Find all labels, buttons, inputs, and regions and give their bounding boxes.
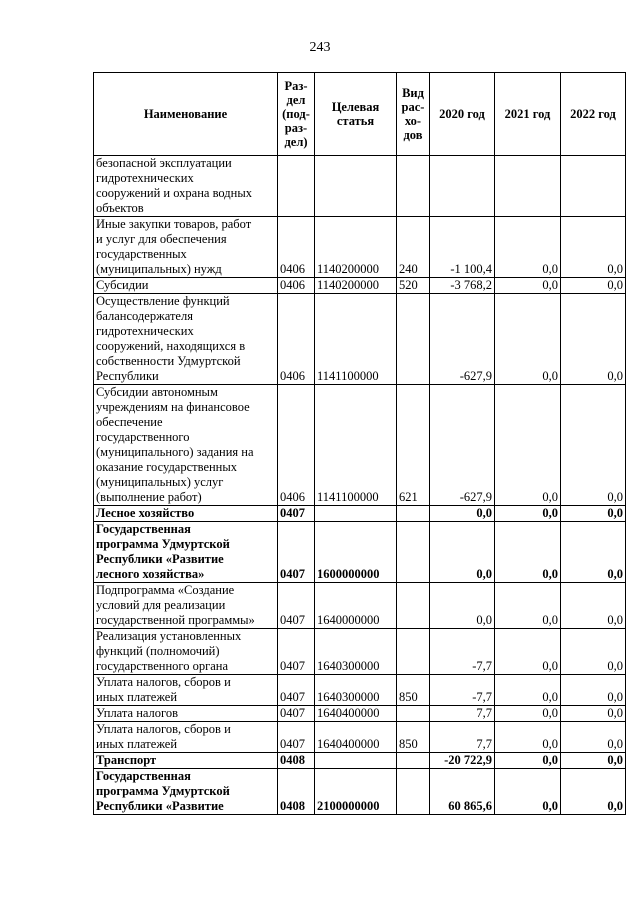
cell-expense-type: 850 [397, 675, 430, 706]
cell-expense-type: 240 [397, 217, 430, 278]
cell-target [315, 506, 397, 522]
page-number: 243 [309, 40, 331, 55]
header-name: Наименование [94, 73, 278, 156]
header-section: Раз- дел (под- раз- дел) [278, 73, 315, 156]
cell-2020: 0,0 [430, 522, 495, 583]
cell-2021: 0,0 [495, 385, 561, 506]
cell-2022: 0,0 [561, 753, 626, 769]
budget-table [93, 72, 626, 815]
cell-2022: 0,0 [561, 506, 626, 522]
table-row [94, 294, 626, 385]
cell-expense-type: 621 [397, 385, 430, 506]
cell-2022: 0,0 [561, 583, 626, 629]
table-row [94, 156, 626, 217]
cell-expense-type [397, 522, 430, 583]
cell-expense-type [397, 156, 430, 217]
cell-name: Иные закупки товаров, работ и услуг для обеспечения государственных (муниципальных) нужд [94, 217, 278, 278]
cell-section: 0408 [278, 753, 315, 769]
cell-2021: 0,0 [495, 629, 561, 675]
cell-2021: 0,0 [495, 583, 561, 629]
cell-2021: 0,0 [495, 706, 561, 722]
table-row [94, 706, 626, 722]
cell-2022: 0,0 [561, 706, 626, 722]
cell-expense-type [397, 294, 430, 385]
cell-name: Подпрограмма «Создание условий для реализации государственной программы» [94, 583, 278, 629]
cell-2020: -7,7 [430, 675, 495, 706]
cell-2021: 0,0 [495, 217, 561, 278]
header-expense-type: Вид рас- хо- дов [397, 73, 430, 156]
cell-expense-type [397, 506, 430, 522]
table-row [94, 629, 626, 675]
cell-section: 0406 [278, 385, 315, 506]
cell-2022: 0,0 [561, 675, 626, 706]
cell-2020: -1 100,4 [430, 217, 495, 278]
cell-target: 1640400000 [315, 722, 397, 753]
cell-target: 2100000000 [315, 769, 397, 815]
table-row [94, 522, 626, 583]
cell-2021: 0,0 [495, 769, 561, 815]
cell-name: Государственная программа Удмуртской Республики «Развитие [94, 769, 278, 815]
cell-target: 1141100000 [315, 385, 397, 506]
cell-2022: 0,0 [561, 217, 626, 278]
cell-expense-type [397, 629, 430, 675]
cell-section: 0407 [278, 629, 315, 675]
cell-2022: 0,0 [561, 722, 626, 753]
cell-name: Реализация установленных функций (полномочий) государственного органа [94, 629, 278, 675]
cell-2020: 0,0 [430, 583, 495, 629]
cell-expense-type: 520 [397, 278, 430, 294]
table-row [94, 217, 626, 278]
cell-expense-type: 850 [397, 722, 430, 753]
cell-section: 0406 [278, 294, 315, 385]
cell-name: Осуществление функций балансодержателя гидротехнических сооружений, находящихся в собственности Удмуртской Республики [94, 294, 278, 385]
cell-section: 0407 [278, 722, 315, 753]
cell-2022: 0,0 [561, 629, 626, 675]
cell-2022: 0,0 [561, 278, 626, 294]
table-row [94, 583, 626, 629]
cell-name: Субсидии [94, 278, 278, 294]
cell-2022: 0,0 [561, 769, 626, 815]
cell-target: 1640300000 [315, 675, 397, 706]
cell-section: 0407 [278, 675, 315, 706]
cell-section: 0407 [278, 583, 315, 629]
table-row [94, 753, 626, 769]
cell-2021: 0,0 [495, 278, 561, 294]
cell-2020: 60 865,6 [430, 769, 495, 815]
cell-expense-type [397, 706, 430, 722]
cell-name: Транспорт [94, 753, 278, 769]
cell-2020: -627,9 [430, 385, 495, 506]
header-2022: 2022 год [561, 73, 626, 156]
cell-section: 0408 [278, 769, 315, 815]
cell-target: 1140200000 [315, 278, 397, 294]
cell-name: безопасной эксплуатации гидротехнических сооружений и охрана водных объектов [94, 156, 278, 217]
cell-2021: 0,0 [495, 675, 561, 706]
cell-2020 [430, 156, 495, 217]
table-row [94, 722, 626, 753]
cell-2021: 0,0 [495, 506, 561, 522]
header-2021: 2021 год [495, 73, 561, 156]
cell-expense-type [397, 583, 430, 629]
cell-2020: 0,0 [430, 506, 495, 522]
cell-target [315, 753, 397, 769]
table-row [94, 278, 626, 294]
table-row [94, 675, 626, 706]
cell-2020: -7,7 [430, 629, 495, 675]
cell-2022 [561, 156, 626, 217]
cell-name: Государственная программа Удмуртской Республики «Развитие лесного хозяйства» [94, 522, 278, 583]
cell-name: Лесное хозяйство [94, 506, 278, 522]
table-row [94, 506, 626, 522]
cell-section: 0407 [278, 506, 315, 522]
cell-2022: 0,0 [561, 522, 626, 583]
cell-section: 0406 [278, 278, 315, 294]
cell-2020: 7,7 [430, 722, 495, 753]
table-row [94, 769, 626, 815]
cell-section: 0407 [278, 522, 315, 583]
cell-target: 1600000000 [315, 522, 397, 583]
cell-target: 1640300000 [315, 629, 397, 675]
cell-section: 0407 [278, 706, 315, 722]
cell-2021: 0,0 [495, 722, 561, 753]
cell-section: 0406 [278, 217, 315, 278]
cell-target [315, 156, 397, 217]
cell-section [278, 156, 315, 217]
cell-expense-type [397, 769, 430, 815]
cell-target: 1141100000 [315, 294, 397, 385]
cell-target: 1640000000 [315, 583, 397, 629]
cell-expense-type [397, 753, 430, 769]
table-row [94, 385, 626, 506]
cell-name: Уплата налогов, сборов и иных платежей [94, 722, 278, 753]
cell-2021: 0,0 [495, 753, 561, 769]
cell-2020: -3 768,2 [430, 278, 495, 294]
cell-name: Уплата налогов, сборов и иных платежей [94, 675, 278, 706]
header-2020: 2020 год [430, 73, 495, 156]
cell-2020: -627,9 [430, 294, 495, 385]
table-header-row [94, 73, 626, 156]
cell-name: Субсидии автономным учреждениям на финансовое обеспечение государственного (муниципального) задания на оказание государственных (муниципальных) услуг (выполнение работ) [94, 385, 278, 506]
cell-name: Уплата налогов [94, 706, 278, 722]
cell-target: 1640400000 [315, 706, 397, 722]
cell-2021: 0,0 [495, 294, 561, 385]
cell-2021 [495, 156, 561, 217]
cell-2022: 0,0 [561, 294, 626, 385]
cell-2020: 7,7 [430, 706, 495, 722]
header-target: Целевая статья [315, 73, 397, 156]
cell-target: 1140200000 [315, 217, 397, 278]
cell-2021: 0,0 [495, 522, 561, 583]
cell-2022: 0,0 [561, 385, 626, 506]
cell-2020: -20 722,9 [430, 753, 495, 769]
